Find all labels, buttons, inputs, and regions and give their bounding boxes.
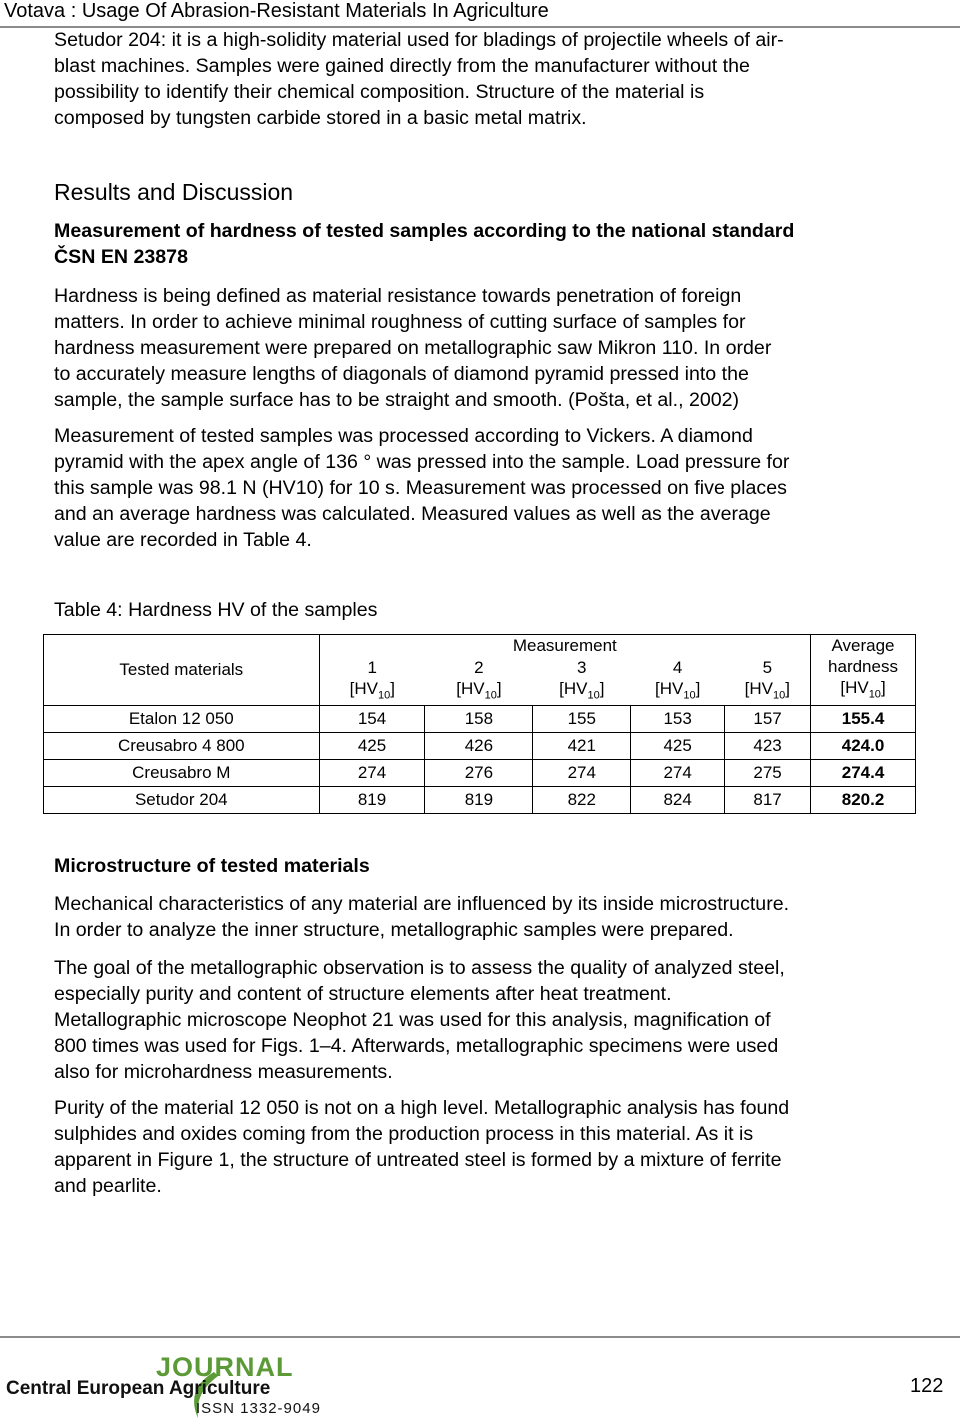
cell-value: 819 (319, 787, 425, 814)
text-line: Setudor 204: it is a high-solidity material used for bladings of projectile wheels of air- (54, 29, 784, 51)
cell-average: 155.4 (811, 706, 916, 733)
cell-value: 274 (533, 760, 631, 787)
header-unit: $[HV_{10}]$ (425, 679, 533, 706)
text-line: Metallographic microscope Neophot 21 was used for this analysis, magnification of (54, 1009, 771, 1031)
text-line: Purity of the material 12 050 is not on a high level. Metallographic analysis has found (54, 1097, 790, 1119)
heading-line: Measurement of hardness of tested samples according to the national standard (54, 220, 795, 242)
section-heading: Results and Discussion (54, 179, 294, 205)
intro-paragraph (54, 27, 914, 131)
header-average-hardness (811, 635, 916, 706)
header-col-number: 4 (672, 658, 683, 677)
microstructure-paragraph-1 (54, 891, 914, 943)
cell-value: 421 (533, 733, 631, 760)
cell-material: Creusabro 4 800 (44, 733, 320, 760)
cell-value: 817 (725, 787, 811, 814)
cell-value: 822 (533, 787, 631, 814)
cell-value: 276 (425, 760, 533, 787)
text-line: 800 times was used for Figs. 1–4. Afterwards, metallographic specimens were used (54, 1035, 779, 1057)
header-col-number: 1 (319, 657, 425, 679)
text-line: sulphides and oxides coming from the production process in this material. As it is (54, 1123, 754, 1145)
text-line: apparent in Figure 1, the structure of untreated steel is formed by a mixture of ferrite (54, 1149, 782, 1171)
text-line: matters. In order to achieve minimal roughness of cutting surface of samples for (54, 311, 746, 333)
header-tested-materials: Tested materials (44, 635, 320, 706)
journal-logo (6, 1352, 346, 1420)
heading-line: ČSN EN 23878 (54, 246, 188, 268)
header-unit: $[HV_{10}]$ (725, 679, 811, 706)
text-line: sample, the sample surface has to be straight and smooth. (Pošta, et al., 2002) (54, 389, 740, 411)
hardness-table (43, 634, 916, 814)
text-line: especially purity and content of structure elements after heat treatment. (54, 983, 672, 1005)
text-line: Mechanical characteristics of any material are influenced by its inside microstructure. (54, 893, 790, 915)
table-header-row (44, 635, 916, 658)
text-line: composed by tungsten carbide stored in a basic metal matrix. (54, 107, 587, 129)
header-measurement: Measurement (319, 635, 810, 658)
footer-divider (0, 1336, 960, 1338)
header-col-number: 2 (474, 658, 484, 677)
cell-average: 424.0 (811, 733, 916, 760)
cell-material: Setudor 204 (44, 787, 320, 814)
hardness-heading (54, 218, 924, 270)
text-line: this sample was 98.1 N (HV10) for 10 s. Measurement was processed on five places (54, 477, 787, 499)
cell-value: 275 (725, 760, 811, 787)
header-col-number: 3 (577, 658, 587, 677)
text-line: The goal of the metallographic observation is to assess the quality of analyzed steel, (54, 957, 785, 979)
cell-material: Creusabro M (44, 760, 320, 787)
cell-value: 423 (725, 733, 811, 760)
page-number: 122 (910, 1375, 944, 1397)
microstructure-heading: Microstructure of tested materials (54, 855, 370, 877)
logo-issn-text: ISSN 1332-9049 (196, 1400, 321, 1417)
cell-value: 154 (319, 706, 425, 733)
cell-value: 425 (319, 733, 425, 760)
cell-value: 274 (319, 760, 425, 787)
cell-value: 426 (425, 733, 533, 760)
cell-value: 274 (631, 760, 725, 787)
text-line: pyramid with the apex angle of 136 ° was pressed into the sample. Load pressure for (54, 451, 790, 473)
text-line: blast machines. Samples were gained directly from the manufacturer without the (54, 55, 750, 77)
cell-value: 157 (725, 706, 811, 733)
table-row (44, 733, 916, 760)
cell-average: 274.4 (811, 760, 916, 787)
text-line: Measurement of tested samples was processed according to Vickers. A diamond (54, 425, 753, 447)
logo-journal-text: JOURNAL (156, 1352, 294, 1382)
text-line: and an average hardness was calculated. Measured values as well as the average (54, 503, 771, 525)
text-line: In order to analyze the inner structure, metallographic samples were prepared. (54, 919, 734, 941)
text-line: also for microhardness measurements. (54, 1061, 393, 1083)
logo-title-text: Central European Agriculture (6, 1378, 271, 1399)
table-row (44, 706, 916, 733)
cell-value: 425 (631, 733, 725, 760)
microstructure-paragraph-3 (54, 1095, 914, 1199)
header-average-line: hardness (828, 657, 898, 676)
table-caption: Table 4: Hardness HV of the samples (54, 599, 378, 621)
hardness-paragraph-1 (54, 283, 914, 413)
text-line: and pearlite. (54, 1175, 162, 1197)
microstructure-paragraph-2 (54, 955, 914, 1085)
table-row (44, 760, 916, 787)
running-header-title: Votava : Usage Of Abrasion-Resistant Materials In Agriculture (4, 0, 549, 22)
header-col-number: 5 (725, 657, 811, 679)
hardness-paragraph-2 (54, 423, 914, 553)
header-unit: $[HV_{10}]$ (631, 679, 725, 706)
table-row (44, 787, 916, 814)
header-unit: $[HV_{10}]$ (840, 678, 886, 701)
header-average-line: Average (831, 636, 895, 655)
cell-material: Etalon 12 050 (44, 706, 320, 733)
text-line: possibility to identify their chemical composition. Structure of the material is (54, 81, 705, 103)
cell-value: 824 (631, 787, 725, 814)
cell-value: 153 (631, 706, 725, 733)
running-header (0, 0, 960, 28)
header-unit: $[HV_{10}]$ (319, 679, 425, 706)
cell-value: 819 (425, 787, 533, 814)
text-line: hardness measurement were prepared on metallographic saw Mikron 110. In order (54, 337, 772, 359)
cell-value: 158 (425, 706, 533, 733)
cell-value: 155 (533, 706, 631, 733)
text-line: to accurately measure lengths of diagonals of diamond pyramid pressed into the (54, 363, 749, 385)
cell-average: 820.2 (811, 787, 916, 814)
text-line: Hardness is being defined as material resistance towards penetration of foreign (54, 285, 742, 307)
text-line: value are recorded in Table 4. (54, 529, 312, 551)
header-unit: $[HV_{10}]$ (533, 679, 631, 706)
